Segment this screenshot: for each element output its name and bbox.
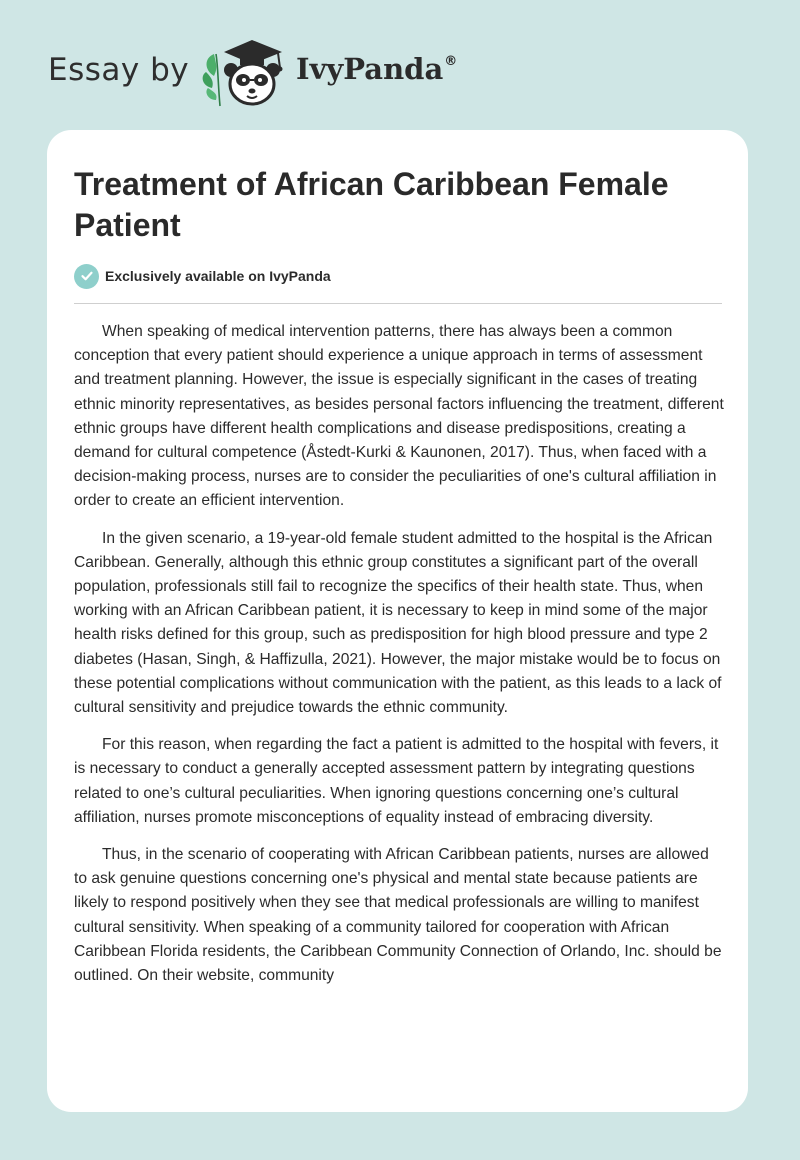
registered-mark: ® [444, 54, 458, 69]
check-icon [74, 264, 99, 289]
paragraph: For this reason, when regarding the fact a patient is admitted to the hospital with fevers, it is necessary to conduct a generally accepted assessment pattern by integrating questions related to one’s cultural peculiarities. When ignoring questions concerning one’s cultural affiliation, nurses promote misconceptions of equality instead of embracing diversity. [74, 736, 719, 826]
exclusive-badge [74, 263, 331, 289]
paragraph: Thus, in the scenario of cooperating with African Caribbean patients, nurses are allowed to ask genuine questions concerning one's physical and mental state because patients are likely to respond positively when they see that medical professionals are willing to manifest cultural sensitivity. When speaking of a community tailored for cooperation with African Caribbean Florida residents, the Caribbean Community Connection of Orlando, Inc. should be outlined. On their website, community [74, 846, 722, 985]
article-title: Treatment of African Caribbean Female Patient [74, 166, 669, 243]
ivypanda-logo-icon[interactable] [200, 36, 292, 110]
paragraph: In the given scenario, a 19-year-old female student admitted to the hospital is the African Caribbean. Generally, although this ethnic group constitutes a significant part of the overall population, professionals still fail to recognize the specifics of their health state. Thus, when working with an African Caribbean patient, it is necessary to keep in mind some of the major health risks defined for this group, such as predisposition for high blood pressure and type 2 diabetes (Hasan, Singh, & Haffizulla, 2021). However, the major mistake would be to focus on these potential complications without communication with the patient, as this leads to a lack of cultural sensitivity and prejudice towards the ethnic community. [74, 529, 722, 717]
paragraph: When speaking of medical intervention patterns, there has always been a common conception that every patient should experience a unique approach in terms of assessment and treatment planning. However, the issue is especially significant in the cases of treating ethnic minority representatives, as besides personal factors influencing the treatment, different ethnic groups have different health complications and disease predispositions, creating a demand for cultural competence (Åstedt-Kurki & Kaunonen, 2017). Thus, when faced with a decision-making process, nurses are to consider the peculiarities of one's cultural affiliation in order to create an efficient intervention. [74, 323, 724, 510]
brand-name-text: IvyPanda [296, 52, 444, 86]
essay-by-label: Essay by [48, 52, 190, 88]
exclusive-badge-text: Exclusively available on IvyPanda [105, 268, 331, 284]
site-header [0, 0, 800, 120]
divider [74, 303, 722, 304]
article-body [74, 320, 726, 1001]
article-card [47, 130, 748, 1112]
brand-name[interactable] [296, 52, 457, 86]
